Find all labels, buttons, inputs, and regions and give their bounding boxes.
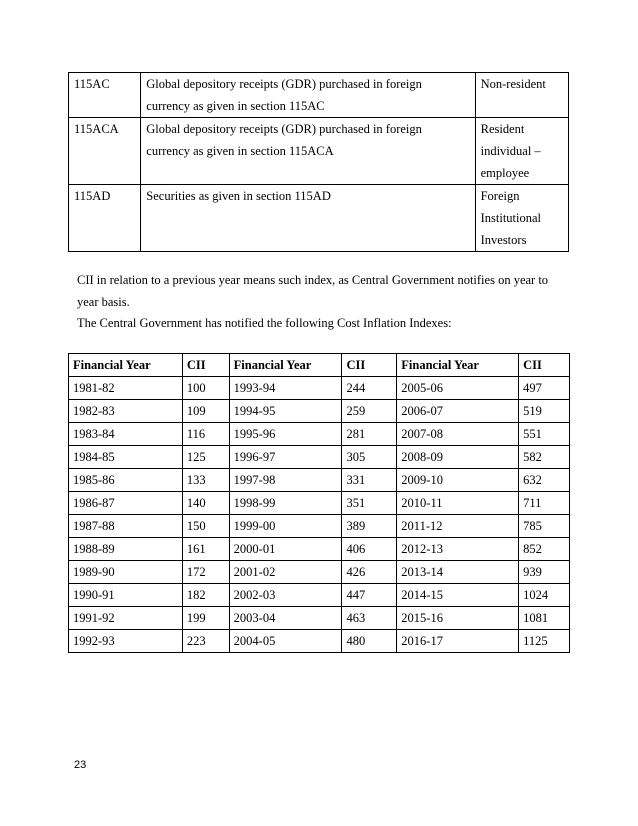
cii-value-cell: 852 xyxy=(519,538,570,561)
holder-cell xyxy=(475,185,568,252)
financial-year-cell: 1994-95 xyxy=(229,400,342,423)
cii-value-cell: 351 xyxy=(342,492,397,515)
cii-table-row xyxy=(69,469,570,492)
cii-value-cell: 1024 xyxy=(519,584,570,607)
financial-year-header: Financial Year xyxy=(397,354,519,377)
sections-table-row xyxy=(69,185,569,252)
financial-year-cell: 2002-03 xyxy=(229,584,342,607)
cii-value-cell: 406 xyxy=(342,538,397,561)
holder-line: Investors xyxy=(480,233,527,247)
section-code-cell: 115ACA xyxy=(69,118,141,185)
financial-year-cell: 2007-08 xyxy=(397,423,519,446)
cii-value-cell: 711 xyxy=(519,492,570,515)
financial-year-cell: 2001-02 xyxy=(229,561,342,584)
financial-year-cell: 1992-93 xyxy=(69,630,183,653)
holder-cell xyxy=(475,73,568,118)
section-code-cell: 115AD xyxy=(69,185,141,252)
description-line: currency as given in section 115ACA xyxy=(146,144,334,158)
cii-value-cell: 281 xyxy=(342,423,397,446)
cii-table-row xyxy=(69,492,570,515)
cii-value-cell: 519 xyxy=(519,400,570,423)
cii-value-cell: 939 xyxy=(519,561,570,584)
financial-year-cell: 2012-13 xyxy=(397,538,519,561)
holder-line: Non-resident xyxy=(480,77,546,91)
financial-year-cell: 2000-01 xyxy=(229,538,342,561)
cii-table-row xyxy=(69,630,570,653)
financial-year-cell: 2009-10 xyxy=(397,469,519,492)
cii-value-cell: 551 xyxy=(519,423,570,446)
cii-header: CII xyxy=(519,354,570,377)
cii-value-cell: 100 xyxy=(182,377,229,400)
cii-table-row xyxy=(69,584,570,607)
section-description-cell xyxy=(141,118,475,185)
cii-header: CII xyxy=(342,354,397,377)
cii-value-cell: 182 xyxy=(182,584,229,607)
sections-table xyxy=(68,72,569,252)
cii-table-row xyxy=(69,423,570,446)
cii-value-cell: 1125 xyxy=(519,630,570,653)
financial-year-cell: 1982-83 xyxy=(69,400,183,423)
paragraph-line-2: year basis. xyxy=(77,295,130,309)
financial-year-cell: 1986-87 xyxy=(69,492,183,515)
cii-value-cell: 133 xyxy=(182,469,229,492)
section-code-cell: 115AC xyxy=(69,73,141,118)
cii-value-cell: 150 xyxy=(182,515,229,538)
financial-year-cell: 1996-97 xyxy=(229,446,342,469)
holder-line: Foreign xyxy=(480,189,520,203)
financial-year-cell: 1993-94 xyxy=(229,377,342,400)
financial-year-cell: 1981-82 xyxy=(69,377,183,400)
cii-value-cell: 785 xyxy=(519,515,570,538)
cii-table-row xyxy=(69,377,570,400)
holder-line: Institutional xyxy=(480,211,542,225)
financial-year-cell: 2010-11 xyxy=(397,492,519,515)
financial-year-cell: 2014-15 xyxy=(397,584,519,607)
cii-table-row xyxy=(69,400,570,423)
cii-table xyxy=(68,353,570,653)
cii-value-cell: 109 xyxy=(182,400,229,423)
cii-value-cell: 389 xyxy=(342,515,397,538)
cii-table-row xyxy=(69,561,570,584)
cii-table-row xyxy=(69,607,570,630)
sections-table-row xyxy=(69,118,569,185)
cii-value-cell: 244 xyxy=(342,377,397,400)
cii-table-row xyxy=(69,446,570,469)
financial-year-cell: 2016-17 xyxy=(397,630,519,653)
financial-year-cell: 2011-12 xyxy=(397,515,519,538)
cii-table-row xyxy=(69,515,570,538)
cii-table-body xyxy=(69,377,570,653)
cii-value-cell: 497 xyxy=(519,377,570,400)
financial-year-cell: 2004-05 xyxy=(229,630,342,653)
financial-year-header: Financial Year xyxy=(69,354,183,377)
financial-year-cell: 2005-06 xyxy=(397,377,519,400)
cii-value-cell: 447 xyxy=(342,584,397,607)
cii-value-cell: 582 xyxy=(519,446,570,469)
description-line: Global depository receipts (GDR) purchased in foreign xyxy=(146,77,422,91)
financial-year-cell: 1995-96 xyxy=(229,423,342,446)
cii-table-row xyxy=(69,538,570,561)
cii-value-cell: 161 xyxy=(182,538,229,561)
description-line: Global depository receipts (GDR) purchased in foreign xyxy=(146,122,422,136)
cii-table-header-row xyxy=(69,354,570,377)
financial-year-cell: 1997-98 xyxy=(229,469,342,492)
cii-value-cell: 223 xyxy=(182,630,229,653)
cii-value-cell: 1081 xyxy=(519,607,570,630)
cii-header: CII xyxy=(182,354,229,377)
financial-year-cell: 1999-00 xyxy=(229,515,342,538)
financial-year-cell: 1991-92 xyxy=(69,607,183,630)
cii-value-cell: 125 xyxy=(182,446,229,469)
holder-line: Resident xyxy=(480,122,525,136)
cii-value-cell: 331 xyxy=(342,469,397,492)
financial-year-cell: 2008-09 xyxy=(397,446,519,469)
financial-year-cell: 2015-16 xyxy=(397,607,519,630)
financial-year-cell: 1983-84 xyxy=(69,423,183,446)
financial-year-header: Financial Year xyxy=(229,354,342,377)
holder-cell xyxy=(475,118,568,185)
financial-year-cell: 1985-86 xyxy=(69,469,183,492)
section-description-cell xyxy=(141,73,475,118)
cii-value-cell: 199 xyxy=(182,607,229,630)
sections-table-body xyxy=(69,73,569,252)
cii-value-cell: 172 xyxy=(182,561,229,584)
financial-year-cell: 1989-90 xyxy=(69,561,183,584)
section-description-cell xyxy=(141,185,475,252)
cii-value-cell: 632 xyxy=(519,469,570,492)
sections-table-row xyxy=(69,73,569,118)
financial-year-cell: 1990-91 xyxy=(69,584,183,607)
cii-value-cell: 259 xyxy=(342,400,397,423)
holder-line: individual – xyxy=(480,144,541,158)
cii-value-cell: 426 xyxy=(342,561,397,584)
paragraph-line-1: CII in relation to a previous year means such index, as Central Government notifies on year to xyxy=(77,273,549,287)
cii-value-cell: 116 xyxy=(182,423,229,446)
holder-line: employee xyxy=(480,166,530,180)
cii-value-cell: 463 xyxy=(342,607,397,630)
financial-year-cell: 2006-07 xyxy=(397,400,519,423)
financial-year-cell: 2003-04 xyxy=(229,607,342,630)
financial-year-cell: 1988-89 xyxy=(69,538,183,561)
page-number: 23 xyxy=(74,759,87,771)
financial-year-cell: 1998-99 xyxy=(229,492,342,515)
description-line: Securities as given in section 115AD xyxy=(146,189,331,203)
cii-value-cell: 480 xyxy=(342,630,397,653)
paragraph-line-3: The Central Government has notified the following Cost Inflation Indexes: xyxy=(77,316,452,330)
financial-year-cell: 1984-85 xyxy=(69,446,183,469)
description-line: currency as given in section 115AC xyxy=(146,99,325,113)
financial-year-cell: 1987-88 xyxy=(69,515,183,538)
cii-value-cell: 140 xyxy=(182,492,229,515)
financial-year-cell: 2013-14 xyxy=(397,561,519,584)
cii-value-cell: 305 xyxy=(342,446,397,469)
